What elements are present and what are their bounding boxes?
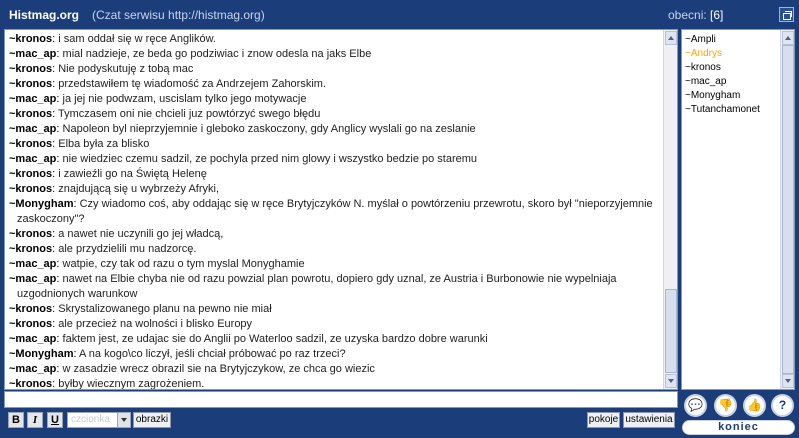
message-nick[interactable]: ~kronos — [9, 33, 53, 45]
chat-message: ~mac_ap: w zasadzie wrecz obrazil sie na Brytyjczykow, ze chca go wiezic — [9, 363, 375, 375]
chat-message: ~Monygham: Czy wiadomo coś, aby oddając się w ręce Brytyjczyków N. myślał o powtórzeniu przewrotu, skoro był "nieporzyjemnie zaskoczony"? — [9, 197, 661, 227]
scroll-thumb[interactable] — [665, 289, 677, 373]
chat-message: ~kronos: ale przecież na wolności i blisko Europy — [9, 318, 253, 330]
message-text: ale przecież na wolności i blisko Europy — [58, 318, 253, 330]
online-counter — [668, 8, 723, 22]
chat-bubble-icon: 💬 — [688, 398, 703, 412]
message-nick[interactable]: ~mac_ap — [9, 153, 57, 165]
chat-message: ~mac_ap: mial nadzieje, ze beda go podziwiac i znow odesla na jaks Elbe — [9, 48, 372, 60]
chat-message: ~kronos: byłby wiecznym zagrożeniem. — [9, 378, 205, 390]
message-nick[interactable]: ~mac_ap — [9, 123, 57, 135]
message-nick[interactable]: ~mac_ap — [9, 363, 57, 375]
chat-message: ~mac_ap: Napoleon byl nieprzyjemnie i gleboko zaskoczony, gdy Anglicy wyslali go na zeslanie — [9, 123, 476, 135]
images-button[interactable]: obrazki — [133, 412, 171, 428]
site-subtitle: (Czat serwisu http://histmag.org) — [92, 8, 265, 22]
chat-log[interactable] — [4, 29, 678, 390]
online-count: [6] — [710, 8, 724, 22]
message-text: A na kogo\co liczył, jeśli chciał próbować po raz trzeci? — [79, 348, 346, 360]
message-nick[interactable]: ~mac_ap — [9, 273, 57, 285]
message-nick[interactable]: ~mac_ap — [9, 333, 57, 345]
message-nick[interactable]: ~kronos — [9, 183, 53, 195]
chat-message: ~Monygham: A na kogo\co liczył, jeśli chciał próbować po raz trzeci? — [9, 348, 346, 360]
thumbs-down-button[interactable] — [714, 394, 737, 417]
scroll-down-arrow-icon[interactable] — [665, 374, 677, 388]
chat-message: ~mac_ap: watpie, czy tak od razu o tym myslal Monyghamie — [9, 258, 305, 270]
message-text: mial nadzieje, ze beda go podziwiac i znow odesla na jaks Elbe — [62, 48, 372, 60]
message-text: byłby wiecznym zagrożeniem. — [58, 378, 205, 390]
italic-button[interactable]: I — [27, 412, 43, 428]
header — [0, 0, 799, 28]
message-list — [9, 32, 661, 390]
message-text: Napoleon byl nieprzyjemnie i gleboko zaskoczony, gdy Anglicy wyslali go na zeslanie — [62, 123, 476, 135]
chat-message: ~kronos: Skrystalizowanego planu na pewno nie miał — [9, 303, 272, 315]
message-text: nie wiedziec czemu sadzil, ze pochyla przed nim glowy i wszystko bedzie po staremu — [62, 153, 478, 165]
message-nick[interactable]: ~kronos — [9, 228, 53, 240]
underline-button[interactable]: U — [47, 412, 63, 428]
exit-button[interactable]: koniec — [682, 420, 795, 435]
chevron-down-icon[interactable] — [117, 413, 130, 427]
chat-message: ~mac_ap: nie wiedziec czemu sadzil, ze pochyla przed nim glowy i wszystko bedzie po staremu — [9, 153, 478, 165]
message-nick[interactable]: ~kronos — [9, 108, 53, 120]
chat-message: ~kronos: a nawet nie uczynili go jej władcą, — [9, 228, 224, 240]
online-label: obecni: — [668, 8, 707, 22]
message-nick[interactable]: ~mac_ap — [9, 258, 57, 270]
message-nick[interactable]: ~kronos — [9, 63, 53, 75]
message-nick[interactable]: ~kronos — [9, 78, 53, 90]
user-list-panel[interactable] — [681, 29, 795, 390]
thumbs-down-icon: 👎 — [718, 398, 733, 412]
user-list-item[interactable]: ~kronos — [685, 62, 721, 73]
chat-message: ~kronos: Nie podyskutuję z tobą mac — [9, 63, 194, 75]
message-text: ja jej nie podwzam, uscislam tylko jego motywacje — [62, 93, 307, 105]
message-nick[interactable]: ~kronos — [9, 243, 53, 255]
chat-message: ~mac_ap: nawet na Elbie chyba nie od razu powzial plan powrotu, dopiero gdy uznal, ze Austria i Burbonowie nie wypelniaja uzgodnionych warunkow — [9, 272, 661, 302]
thumbs-up-button[interactable] — [743, 394, 766, 417]
chat-message: ~kronos: i zawieźli go na Świętą Helenę — [9, 168, 207, 180]
message-text: i zawieźli go na Świętą Helenę — [58, 168, 207, 180]
bold-button[interactable]: B — [8, 412, 24, 428]
chat-message: ~mac_ap: ja jej nie podwzam, uscislam tylko jego motywacje — [9, 93, 307, 105]
message-text: Skrystalizowanego planu na pewno nie miał — [58, 303, 272, 315]
message-text: przedstawiłem tę wiadomość za Andrzejem Zahorskim. — [58, 78, 326, 90]
message-text: ale przydzielili mu nadzorcę. — [58, 243, 197, 255]
settings-button[interactable]: ustawienia — [623, 412, 675, 428]
user-list-item[interactable]: ~Monygham — [685, 90, 741, 101]
scroll-up-arrow-icon[interactable] — [782, 31, 794, 45]
user-list-item[interactable]: ~Tutanchamonet — [685, 104, 760, 115]
thumbs-up-icon: 👍 — [747, 398, 762, 412]
message-text: Tymczasem oni nie chcieli juz powtórzyć swego błędu — [58, 108, 321, 120]
chat-message: ~kronos: ale przydzielili mu nadzorcę. — [9, 243, 197, 255]
chat-message: ~kronos: przedstawiłem tę wiadomość za Andrzejem Zahorskim. — [9, 78, 326, 90]
message-text-continuation: zaskoczony"? — [17, 213, 85, 225]
users-scrollbar[interactable] — [780, 30, 794, 389]
message-text: nawet na Elbie chyba nie od razu powzial plan powrotu, dopiero gdy uznal, ze Austria i Burbonowie nie wypelniaja — [62, 273, 617, 285]
message-nick[interactable]: ~kronos — [9, 318, 53, 330]
message-text: faktem jest, ze udajac sie do Anglii po Waterloo sadzil, ze uzyska bardzo dobre warunki — [62, 333, 488, 345]
help-icon: ? — [778, 398, 787, 412]
chat-bubble-button[interactable] — [684, 394, 707, 417]
scroll-down-arrow-icon[interactable] — [782, 374, 794, 388]
message-text: Czy wiadomo coś, aby oddając się w ręce Brytyjczyków N. myślał o powtórzeniu przewrotu, skoro był "nieporzyjemnie — [79, 198, 653, 210]
help-button[interactable] — [771, 394, 794, 417]
chat-message: ~kronos: i sam oddał się w ręce Anglików. — [9, 33, 216, 45]
user-list-item[interactable]: ~Ampli — [685, 34, 716, 45]
message-text: a nawet nie uczynili go jej władcą, — [58, 228, 224, 240]
message-nick[interactable]: ~mac_ap — [9, 93, 57, 105]
site-title: Histmag.org — [9, 8, 80, 22]
rooms-button[interactable]: pokoje — [587, 412, 620, 428]
message-nick[interactable]: ~Monygham — [9, 198, 74, 210]
message-text: i sam oddał się w ręce Anglików. — [58, 33, 216, 45]
message-text-continuation: uzgodnionych warunkow — [17, 288, 138, 300]
chat-message: ~kronos: Tymczasem oni nie chcieli juz powtórzyć swego błędu — [9, 108, 321, 120]
message-nick[interactable]: ~Monygham — [9, 348, 74, 360]
window-mode-icon[interactable] — [779, 7, 794, 22]
scroll-thumb[interactable] — [782, 45, 794, 374]
chat-scrollbar[interactable] — [663, 30, 677, 389]
message-nick[interactable]: ~kronos — [9, 378, 53, 390]
font-select[interactable] — [67, 412, 131, 428]
message-text: znajdującą się u wybrzeży Afryki, — [58, 183, 220, 195]
chat-message: ~kronos: Elba była za blisko — [9, 138, 150, 150]
scroll-up-arrow-icon[interactable] — [665, 31, 677, 45]
chat-message: ~mac_ap: faktem jest, ze udajac sie do Anglii po Waterloo sadzil, ze uzyska bardzo dobre warunki — [9, 333, 488, 345]
user-list-item[interactable]: ~mac_ap — [685, 76, 727, 87]
message-text: Elba była za blisko — [58, 138, 150, 150]
font-select-value: czcionka — [71, 414, 110, 425]
message-text: Nie podyskutuję z tobą mac — [58, 63, 194, 75]
message-nick[interactable]: ~kronos — [9, 303, 53, 315]
message-text: w zasadzie wrecz obrazil sie na Brytyjczykow, ze chca go wiezic — [62, 363, 375, 375]
user-list-item[interactable]: ~Andrys — [685, 48, 722, 59]
message-nick[interactable]: ~kronos — [9, 168, 53, 180]
chat-message: ~kronos: znajdującą się u wybrzeży Afryki, — [9, 183, 220, 195]
message-text: watpie, czy tak od razu o tym myslal Monyghamie — [62, 258, 305, 270]
message-nick[interactable]: ~kronos — [9, 138, 53, 150]
message-input[interactable] — [4, 391, 678, 408]
user-list — [685, 33, 760, 117]
message-nick[interactable]: ~mac_ap — [9, 48, 57, 60]
